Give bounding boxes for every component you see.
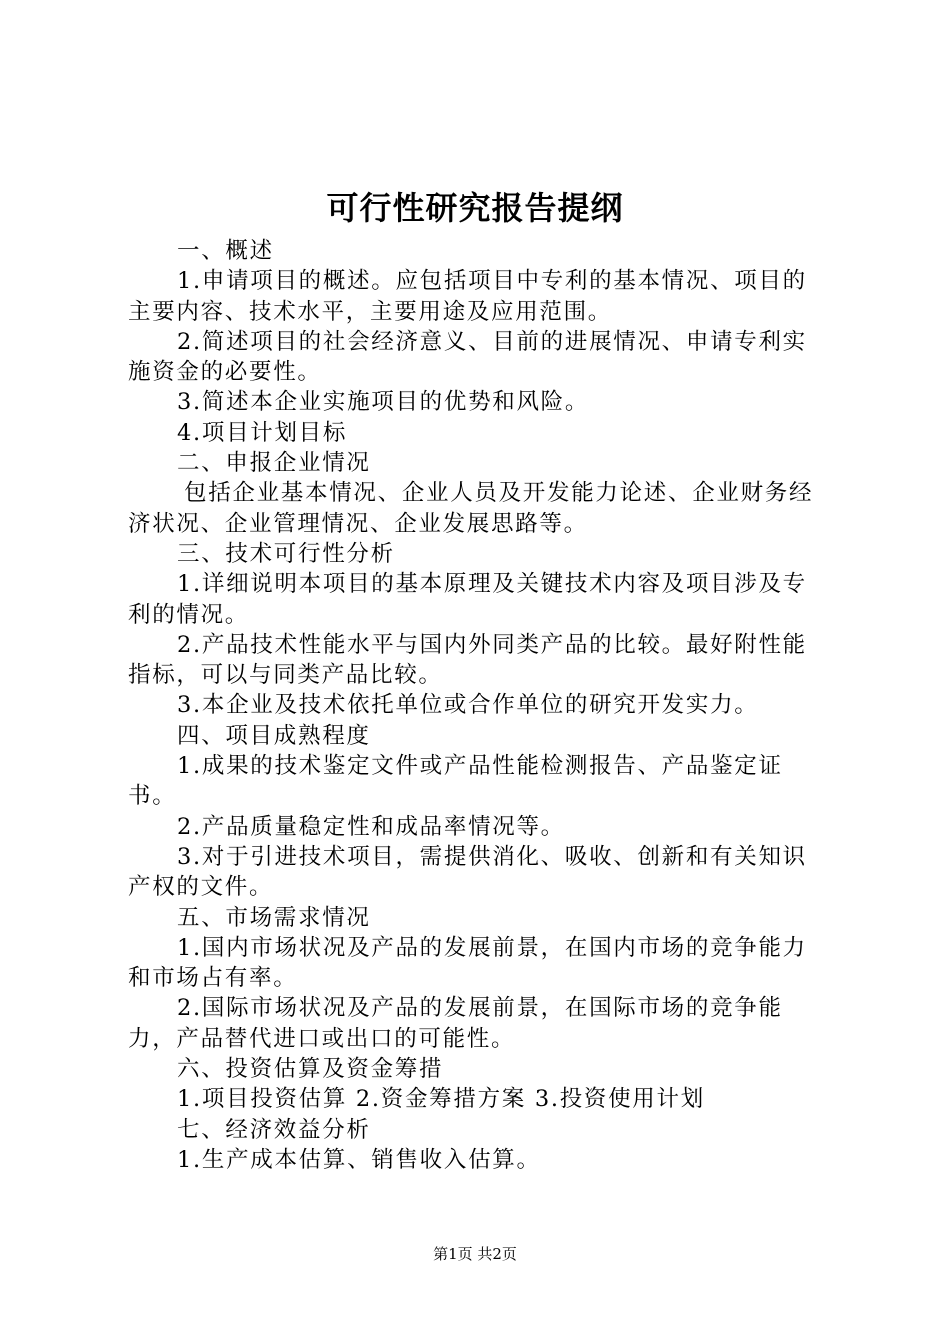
section-heading-maturity: 四、项目成熟程度 <box>177 722 371 749</box>
paragraph: 包括企业基本情况、企业人员及开发能力论述、企业财务经济状况、企业管理情况、企业发展思路等。 <box>128 480 814 537</box>
paragraph: 1.生产成本估算、销售收入估算。 <box>177 1146 541 1173</box>
section-heading-economic: 七、经济效益分析 <box>177 1116 371 1143</box>
paragraph: 3.对于引进技术项目，需提供消化、吸收、创新和有关知识产权的文件。 <box>128 843 807 901</box>
paragraph: 1.成果的技术鉴定文件或产品性能检测报告、产品鉴定证书。 <box>128 753 783 810</box>
paragraph: 4.项目计划目标 <box>177 419 348 446</box>
section-heading-enterprise: 二、申报企业情况 <box>177 450 371 477</box>
paragraph: 2.产品技术性能水平与国内外同类产品的比较。最好附性能指标，可以与同类产品比较。 <box>128 631 807 689</box>
paragraph: 1.详细说明本项目的基本原理及关键技术内容及项目涉及专利的情况。 <box>128 571 807 628</box>
document-body <box>128 236 828 1175</box>
document-title: 可行性研究报告提纲 <box>326 189 624 227</box>
section-heading-overview: 一、概述 <box>177 238 274 264</box>
paragraph: 2.产品质量稳定性和成品率情况等。 <box>177 813 565 840</box>
section-heading-market: 五、市场需求情况 <box>177 904 371 931</box>
section-heading-investment: 六、投资估算及资金筹措 <box>177 1056 444 1083</box>
paragraph: 2.简述项目的社会经济意义、目前的进展情况、申请专利实施资金的必要性。 <box>128 328 807 386</box>
section-heading-technical: 三、技术可行性分析 <box>177 540 395 567</box>
paragraph: 1.国内市场状况及产品的发展前景，在国内市场的竞争能力和市场占有率。 <box>128 934 807 992</box>
paragraph: 2.国际市场状况及产品的发展前景，在国际市场的竞争能力，产品替代进口或出口的可能性。 <box>128 995 783 1052</box>
paragraph: 1.项目投资估算 2.资金筹措方案 3.投资使用计划 <box>177 1086 705 1113</box>
paragraph: 3.本企业及技术依托单位或合作单位的研究开发实力。 <box>177 692 759 719</box>
paragraph: 3.简述本企业实施项目的优势和风险。 <box>177 389 590 416</box>
paragraph: 1.申请项目的概述。应包括项目中专利的基本情况、项目的主要内容、技术水平，主要用途及应用范围。 <box>128 268 807 325</box>
page-number-footer: 第1页 共2页 <box>433 1245 517 1263</box>
